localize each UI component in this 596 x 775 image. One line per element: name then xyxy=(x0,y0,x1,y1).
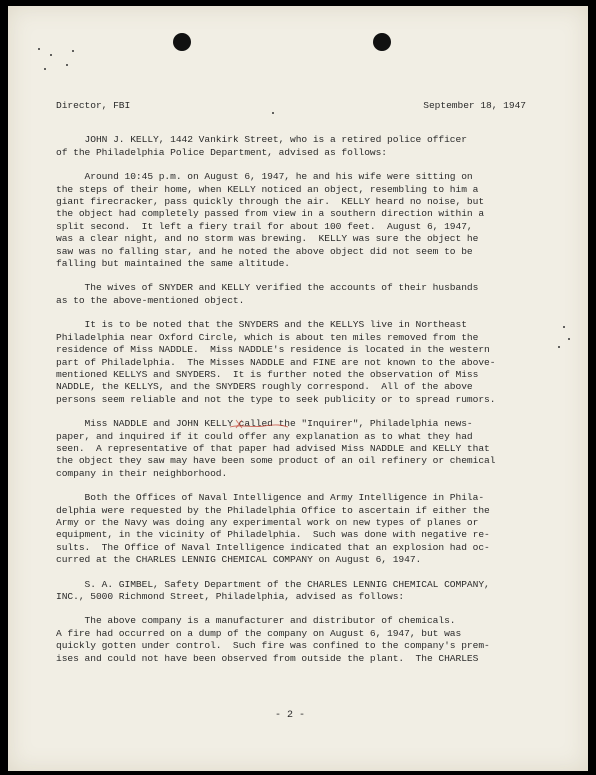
memo-paragraph xyxy=(56,418,546,480)
memo-paragraph xyxy=(56,282,546,307)
paper-speck xyxy=(563,326,565,328)
paragraph-line: Around 10:45 p.m. on August 6, 1947, he and his wife were sitting on xyxy=(56,171,473,183)
paragraph-line: seen. A representative of that paper had advised Miss NADDLE and KELLY that xyxy=(56,442,490,454)
paragraph-line: giant firecracker, pass quickly through the air. KELLY heard no noise, but xyxy=(56,196,485,208)
paragraph-line: curred at the CHARLES LENNIG CHEMICAL COMPANY on August 6, 1947. xyxy=(56,554,422,566)
paragraph-line: company in their neighborhood. xyxy=(56,467,228,479)
paragraph-line: A fire had occurred on a dump of the company on August 6, 1947, but was xyxy=(56,627,462,639)
paragraph-line: Both the Offices of Naval Intelligence and Army Intelligence in Phila- xyxy=(56,492,485,504)
memo-paragraph xyxy=(56,319,546,406)
paragraph-line: quickly gotten under control. Such fire was confined to the company's prem- xyxy=(56,640,490,652)
paragraph-line: sults. The Office of Naval Intelligence indicated that an explosion had oc- xyxy=(56,541,490,553)
addressee: Director, FBI xyxy=(56,100,131,111)
paper-speck xyxy=(568,338,570,340)
paragraph-line: residence of Miss NADDLE. Miss NADDLE's residence is located in the western xyxy=(56,344,490,356)
paragraph-line: was a clear night, and no storm was brewing. KELLY was sure the object he xyxy=(56,233,479,245)
paragraph-line: S. A. GIMBEL, Safety Department of the CHARLES LENNIG CHEMICAL COMPANY, xyxy=(56,578,490,590)
paper-speck xyxy=(72,50,74,52)
paragraph-line: delphia were requested by the Philadelphia Office to ascertain if either the xyxy=(56,504,490,516)
memo-header xyxy=(56,100,546,112)
paragraph-line: paper, and inquired if it could offer any explanation as to what they had xyxy=(56,430,473,442)
paragraph-line: It is to be noted that the SNYDERS and the KELLYS live in Northeast xyxy=(56,319,467,331)
punch-hole-left xyxy=(173,33,191,51)
memo-paragraph xyxy=(56,171,546,270)
paragraph-line: as to the above-mentioned object. xyxy=(56,294,245,306)
paragraph-line: the object they saw may have been some product of an oil refinery or chemical xyxy=(56,455,496,467)
paper-speck xyxy=(66,64,68,66)
memo-paragraph xyxy=(56,134,546,159)
paragraph-line: split second. It left a fiery trail for about 100 feet. August 6, 1947, xyxy=(56,220,473,232)
paragraph-line: the object had completely passed from view in a southern direction within a xyxy=(56,208,485,220)
paragraph-line: Army or the Navy was doing any experimental work on new types of planes or xyxy=(56,516,479,528)
paper-speck xyxy=(50,54,52,56)
paper-speck xyxy=(38,48,40,50)
paragraph-line: JOHN J. KELLY, 1442 Vankirk Street, who is a retired police officer xyxy=(56,134,467,146)
memo-paragraph xyxy=(56,579,546,604)
paragraph-line: NADDLE, the KELLYS, and the SNYDERS roughly correspond. All of the above xyxy=(56,381,473,393)
paper-speck xyxy=(558,346,560,348)
paragraph-line: Philadelphia near Oxford Circle, which is about ten miles removed from the xyxy=(56,331,479,343)
memo-paragraph xyxy=(56,492,546,566)
memo-body xyxy=(56,100,546,677)
memo-date: September 18, 1947 xyxy=(423,100,526,111)
paragraph-line: The above company is a manufacturer and distributor of chemicals. xyxy=(56,615,456,627)
paragraph-line: Miss NADDLE and JOHN KELLY called the "Inquirer", Philadelphia news- xyxy=(56,418,473,430)
memo-paragraph xyxy=(56,615,546,665)
punch-hole-right xyxy=(373,33,391,51)
paragraph-line: saw was no falling star, and he noted the above object did not seem to be xyxy=(56,245,473,257)
paragraph-line: the steps of their home, when KELLY noticed an object, resembling to him a xyxy=(56,183,479,195)
paper-speck xyxy=(44,68,46,70)
paragraph-line: part of Philadelphia. The Misses NADDLE and FINE are not known to the above- xyxy=(56,356,496,368)
paragraph-line: equipment, in the vicinity of Philadelphia. Such was done with negative re- xyxy=(56,529,490,541)
paragraph-line: INC., 5000 Richmond Street, Philadelphia, advised as follows: xyxy=(56,591,405,602)
paragraph-line: ises and could not have been observed from outside the plant. The CHARLES xyxy=(56,652,479,664)
paragraph-line: persons seem reliable and not the type to seek publicity or to spread rumors. xyxy=(56,393,496,405)
paragraph-line: The wives of SNYDER and KELLY verified the accounts of their husbands xyxy=(56,282,479,294)
paragraph-line: mentioned KELLYS and SNYDERS. It is further noted the observation of Miss xyxy=(56,368,479,380)
paragraph-line: of the Philadelphia Police Department, advised as follows: xyxy=(56,146,388,158)
page-number: - 2 - xyxy=(274,710,305,721)
memo-paragraphs xyxy=(56,134,546,665)
paragraph-line: falling but maintained the same altitude. xyxy=(56,258,290,270)
